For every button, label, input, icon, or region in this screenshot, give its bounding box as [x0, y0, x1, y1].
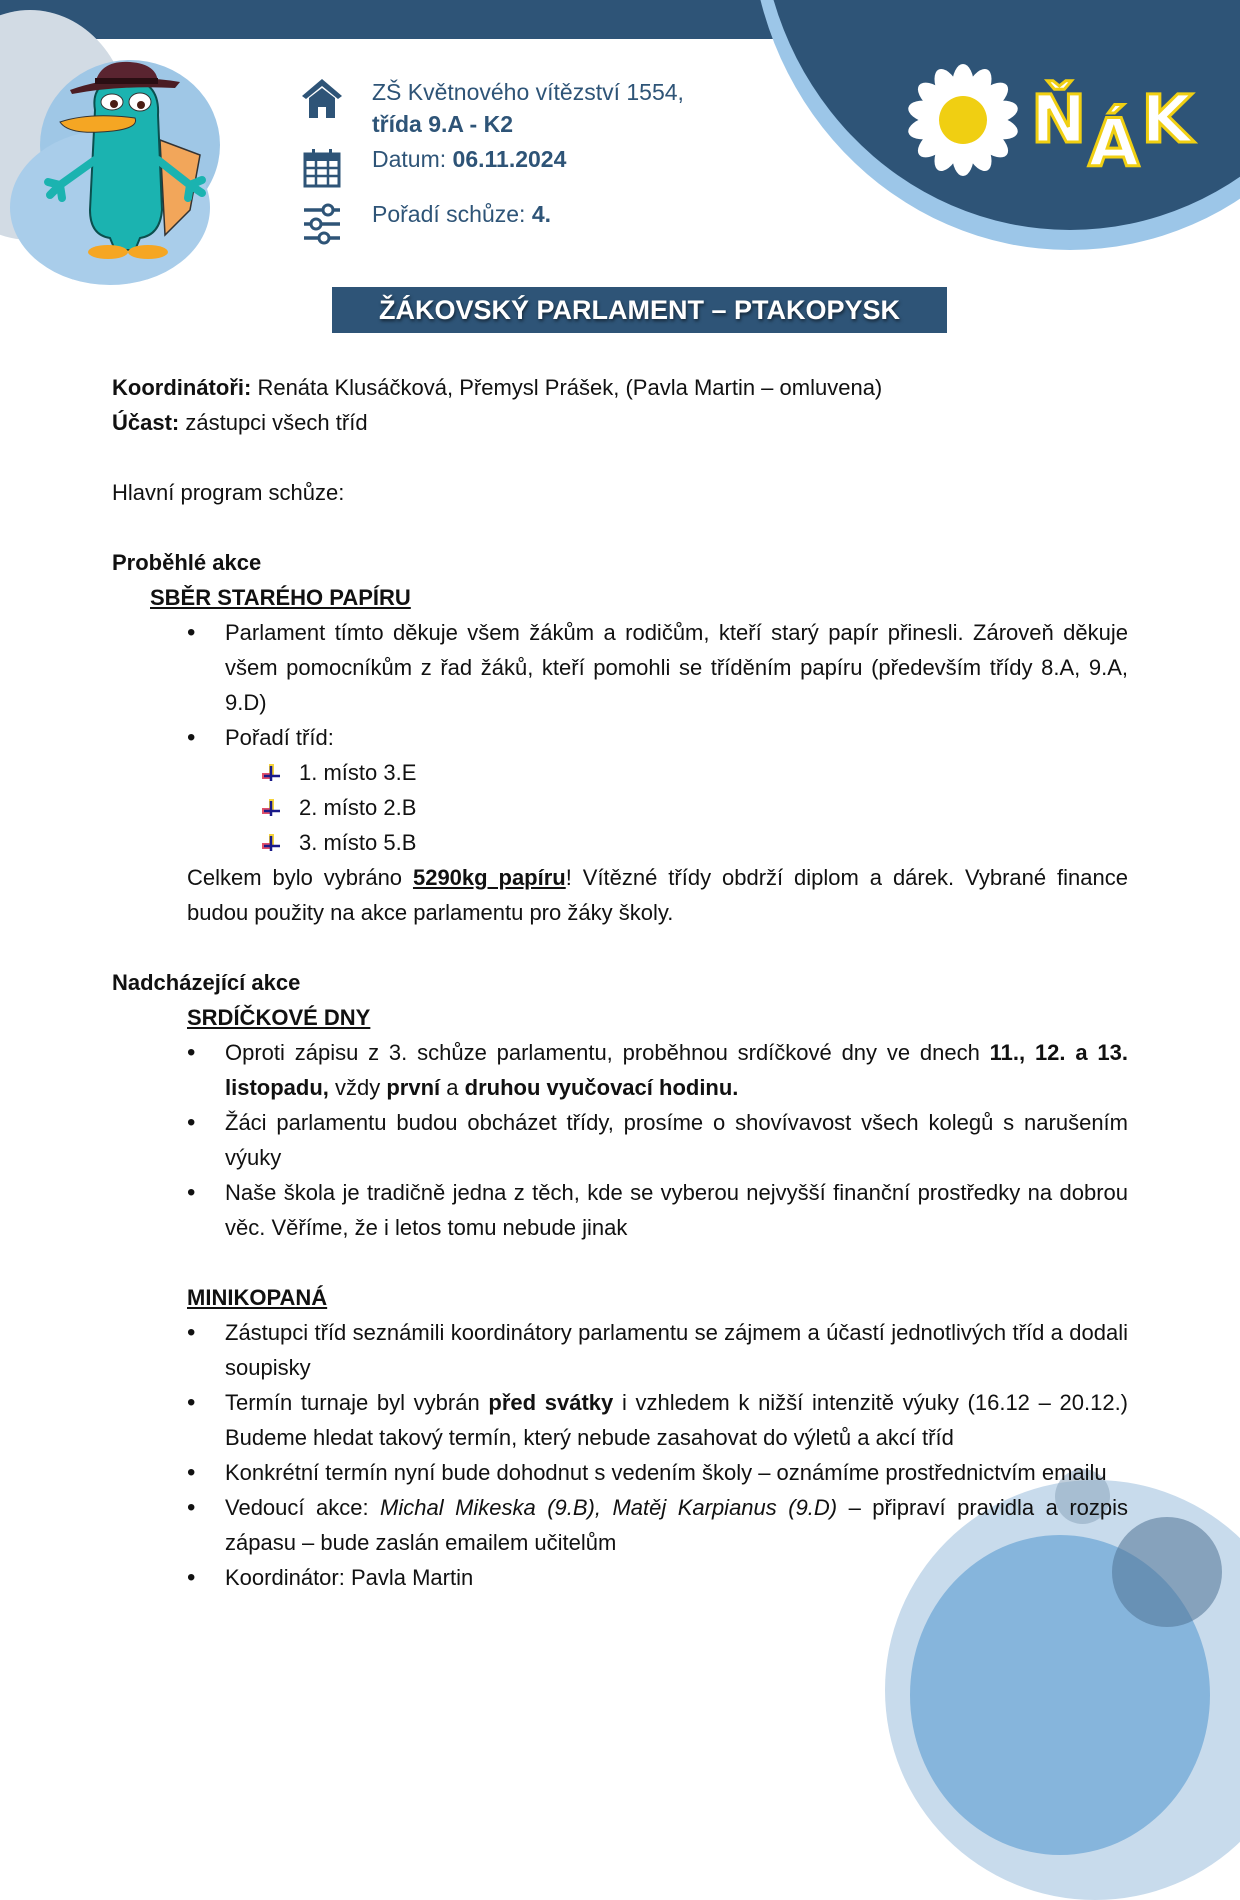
- class-rankings: [112, 755, 1128, 860]
- order-value: 4.: [531, 201, 551, 227]
- event-leaders: Michal Mikeska (9.B), Matěj Karpianus (9.D): [380, 1495, 838, 1520]
- paper-collection-list: [112, 615, 1128, 755]
- nak-logo: [905, 62, 1195, 182]
- home-icon: [300, 76, 344, 120]
- summary-text: Celkem bylo vybráno: [187, 865, 413, 890]
- meeting-order-row: [300, 202, 551, 246]
- date-value: 06.11.2024: [452, 146, 567, 172]
- heart-days-title: SRDÍČKOVÉ DNY: [187, 1005, 371, 1030]
- ranking-text: 3. místo 5.B: [299, 830, 417, 855]
- school-row: [300, 76, 684, 140]
- ranking-text: 2. místo 2.B: [299, 795, 417, 820]
- class-name: třída 9.A - K2: [372, 111, 514, 137]
- paper-amount: 5290kg papíru: [412, 865, 566, 890]
- attendance-line: [112, 405, 1128, 440]
- upcoming-events-heading: Nadcházející akce: [112, 970, 301, 995]
- text-bold: před svátky: [488, 1390, 614, 1415]
- text-bold: druhou vyučovací hodinu.: [464, 1075, 739, 1100]
- coordinators-value: Renáta Klusáčková, Přemysl Prášek, (Pavla Martin – omluvena): [251, 375, 883, 400]
- daisy-center: [939, 96, 987, 144]
- rank-bullet-icon: [262, 834, 282, 852]
- logo-letter: K: [1141, 81, 1195, 158]
- list-item: • Žáci parlamentu budou obcházet třídy, prosíme o shovívavost všech kolegů s narušením výuky: [187, 1105, 1128, 1175]
- list-item: • Koordinátor: Pavla Martin: [187, 1560, 1128, 1595]
- sliders-icon: [300, 202, 344, 246]
- ranking-item: [262, 825, 1128, 860]
- list-item: [187, 1490, 1128, 1560]
- list-item: • Naše škola je tradičně jedna z těch, kde se vyberou nejvyšší finanční prostředky na dobrou věc. Věříme, že i letos tomu nebude jinak: [187, 1175, 1128, 1245]
- list-item: • Pořadí tříd:: [187, 720, 1128, 755]
- coordinators-label: Koordinátoři:: [112, 375, 252, 400]
- school-address: ZŠ Květnového vítězství 1554,: [372, 79, 684, 105]
- text: – připraví pravidla a rozpis zápasu – bude zaslán emailem učitelům: [225, 1495, 1129, 1555]
- logo-letter: Ň: [1031, 81, 1089, 158]
- order-label: Pořadí schůze:: [372, 201, 532, 227]
- ranking-item: [262, 755, 1128, 790]
- program-heading: Hlavní program schůze:: [112, 480, 345, 505]
- decorative-circle: [1112, 1517, 1222, 1627]
- dates: 11., 12. a 13. listopadu,: [225, 1040, 1128, 1100]
- text: vždy: [328, 1075, 387, 1100]
- logo-text: [1031, 81, 1195, 182]
- ranking-text: 1. místo 3.E: [299, 760, 417, 785]
- logo-letter: Á: [1088, 105, 1142, 182]
- platypus-mascot-image: [40, 60, 220, 260]
- date-label: Datum:: [372, 146, 453, 172]
- minifootball-title: MINIKOPANÁ: [187, 1285, 328, 1310]
- page-title: ŽÁKOVSKÝ PARLAMENT – PTAKOPYSK: [332, 287, 947, 333]
- text: Oproti zápisu z 3. schůze parlamentu, proběhnou srdíčkové dny ve dnech: [225, 1040, 990, 1065]
- rank-bullet-icon: [262, 764, 282, 782]
- text: i vzhledem k nižší intenzitě výuky (16.12 – 20.12.) Budeme hledat takový termín, který nebude zasahovat do výletů a akcí tříd: [225, 1390, 1129, 1450]
- paper-summary: [187, 860, 1128, 930]
- coordinators-line: [112, 370, 1128, 405]
- list-item: • Zástupci tříd seznámili koordinátory parlamentu se zájmem a účastí jednotlivých tříd a dodali soupisky: [187, 1315, 1128, 1385]
- document-body: [112, 370, 1128, 1595]
- minifootball-list: [112, 1315, 1128, 1595]
- past-events-heading: Proběhlé akce: [112, 550, 262, 575]
- text: a: [440, 1075, 465, 1100]
- list-item: [187, 1035, 1128, 1105]
- text: Vedoucí akce:: [225, 1495, 381, 1520]
- heart-days-list: [112, 1035, 1128, 1245]
- date-row: [300, 146, 566, 190]
- ranking-item: [262, 790, 1128, 825]
- daisy-icon: [905, 62, 1021, 178]
- rank-bullet-icon: [262, 799, 282, 817]
- list-item: • Parlament tímto děkuje všem žákům a rodičům, kteří starý papír přinesli. Zároveň děkuje všem pomocníkům z řad žáků, kteří pomohli se tříděním papíru (především třídy 8.A, 9.A, 9.D): [187, 615, 1128, 720]
- text: Termín turnaje byl vybrán: [225, 1390, 489, 1415]
- list-item: • Konkrétní termín nyní bude dohodnut s vedením školy – oznámíme prostřednictvím emailu: [187, 1455, 1128, 1490]
- paper-collection-title: SBĚR STARÉHO PAPÍRU: [150, 585, 411, 610]
- attendance-value: zástupci všech tříd: [179, 410, 368, 435]
- attendance-label: Účast:: [112, 410, 180, 435]
- summary-text: ! Vítězné třídy obdrží diplom a dárek. Vybrané finance budou použity na akce parlamentu pro žáky školy.: [187, 865, 1128, 925]
- list-item: [187, 1385, 1128, 1455]
- text-bold: první: [386, 1075, 441, 1100]
- calendar-icon: [300, 146, 344, 190]
